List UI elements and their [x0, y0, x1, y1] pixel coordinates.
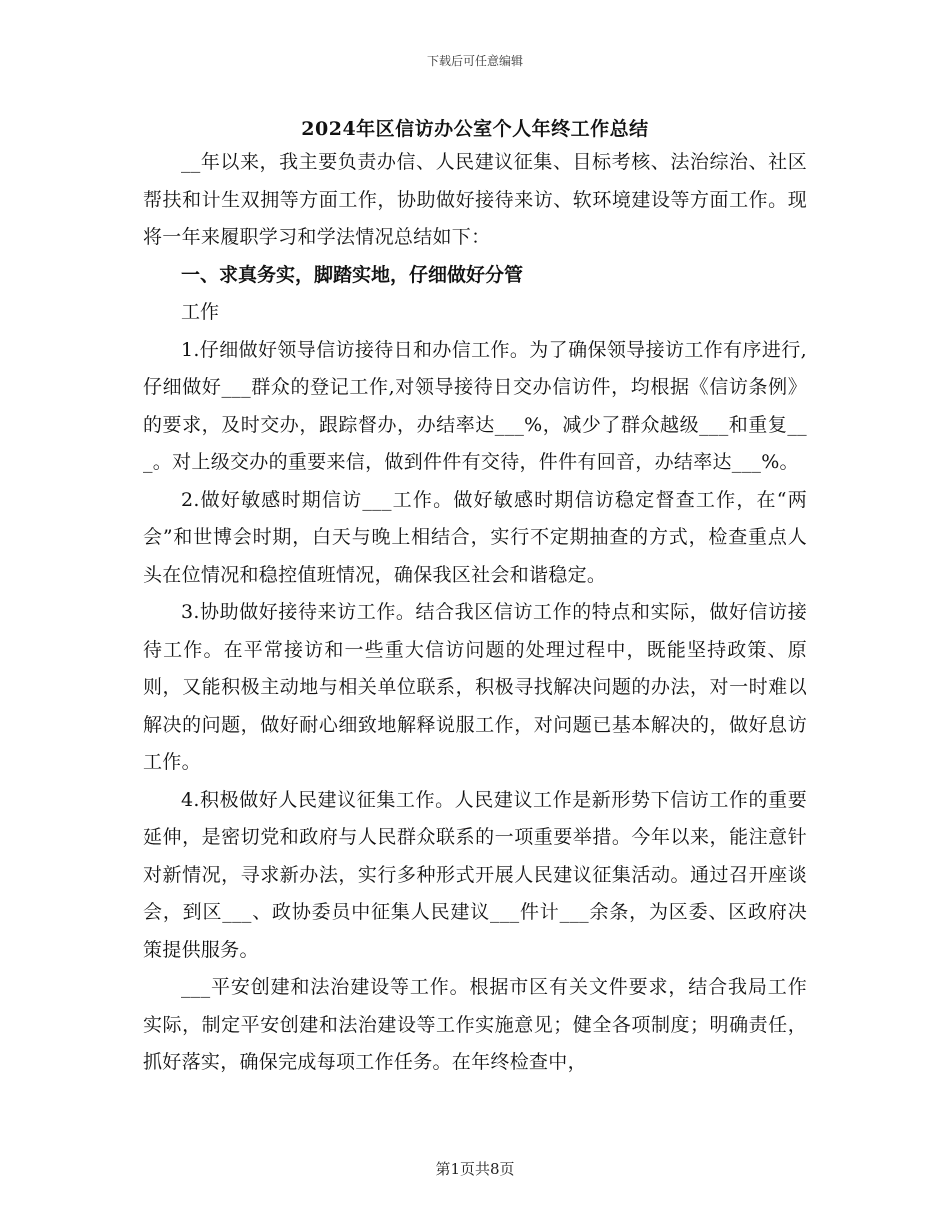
intro-paragraph: __年以来，我主要负责办信、人民建议征集、目标考核、法治综治、社区帮扶和计生双拥等方面工作，协助做好接待来访、软环境建设等方面工作。现将一年来履职学习和学法情况总结如下： [143, 151, 807, 248]
section-heading-continued: 工作 [181, 301, 220, 323]
body-paragraph-5: ___平安创建和法治建设等工作。根据市区有关文件要求，结合我局工作实际，制定平安创建和法治建设等工作实施意见；健全各项制度；明确责任，抓好落实，确保完成每项工作任务。在年终检查中， [143, 976, 807, 1073]
header-note: 下载后可任意编辑 [426, 54, 523, 68]
page-footer: 第1页共8页 [435, 1160, 515, 1178]
body-paragraph-2: 2.做好敏感时期信访___工作。做好敏感时期信访稳定督查工作，在“两会”和世博会时期，白天与晚上相结合，实行不定期抽查的方式，检查重点人头在位情况和稳控值班情况，确保我区社会和谐稳定。 [143, 488, 807, 586]
section-heading: 一、求真务实，脚踏实地，仔细做好分管 [181, 263, 524, 286]
body-paragraph-4: 4.积极做好人民建议征集工作。人民建议工作是新形势下信访工作的重要延伸，是密切党和政府与人民群众联系的一项重要举措。今年以来，能注意针对新情况，寻求新办法，实行多种形式开展人民建议征集活动。通过召开座谈会，到区___、政协委员中征集人民建议___件计___余条，为区委、区政府决策提供服务。 [143, 788, 807, 961]
document-body [143, 144, 807, 1082]
body-paragraph-1: 1.仔细做好领导信访接待日和办信工作。为了确保领导接访工作有序进行,仔细做好___群众的登记工作,对领导接待日交办信访件，均根据《信访条例》的要求，及时交办，跟踪督办，办结率达___%，减少了群众越级___和重复___。对上级交办的重要来信，做到件件有交待，件件有回音，办结率达___%。 [143, 338, 807, 473]
document-title: 2024年区信访办公室个人年终工作总结 [301, 118, 649, 140]
body-paragraph-3: 3.协助做好接待来访工作。结合我区信访工作的特点和实际，做好信访接待工作。在平常接访和一些重大信访问题的处理过程中，既能坚持政策、原则，又能积极主动地与相关单位联系，积极寻找解决问题的办法，对一时难以解决的问题，做好耐心细致地解释说服工作，对问题已基本解决的，做好息访工作。 [143, 601, 807, 773]
